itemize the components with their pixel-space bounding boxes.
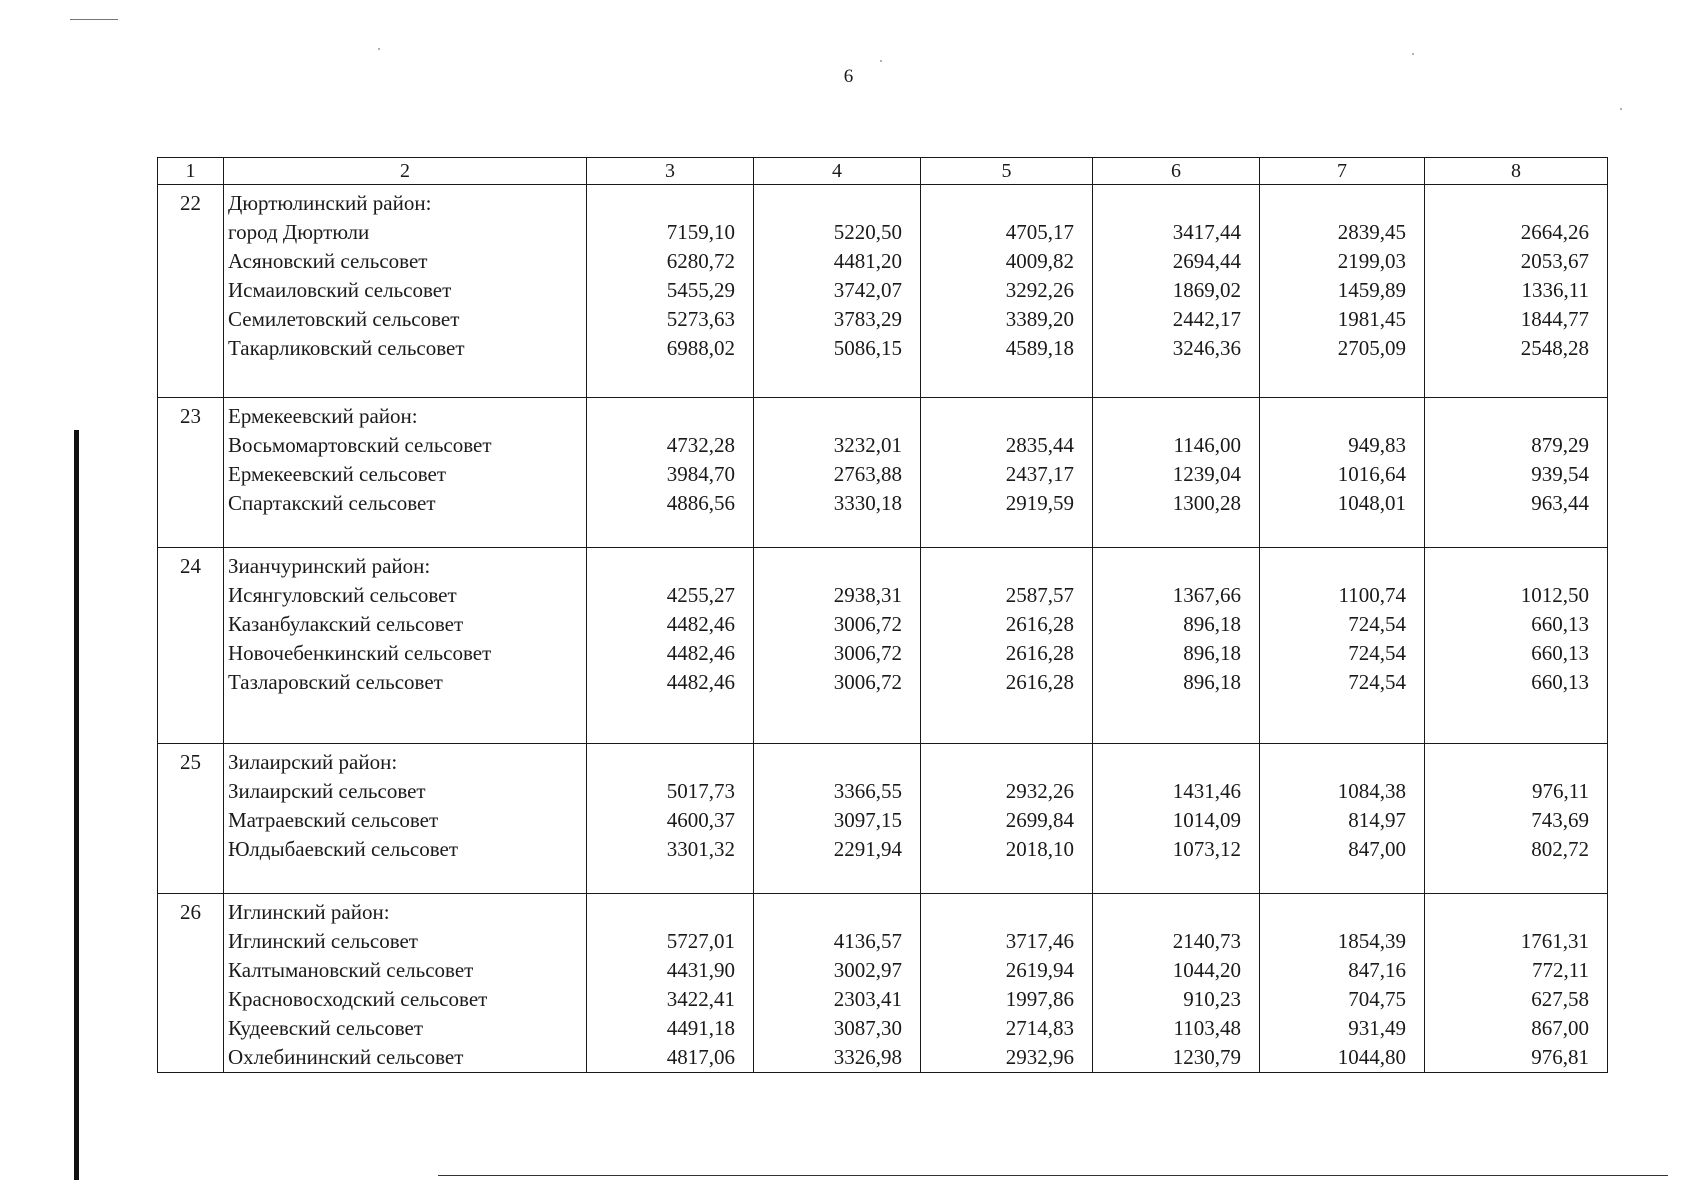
value-cell: 4705,17 bbox=[1005, 220, 1074, 244]
value-cell: 3006,72 bbox=[833, 641, 902, 665]
value-cell: 867,00 bbox=[1531, 1016, 1589, 1040]
column-header: 7 bbox=[1260, 158, 1425, 185]
title-row-spacer bbox=[587, 402, 735, 431]
value-cell: 1044,20 bbox=[1172, 958, 1241, 982]
value-column-8 bbox=[1425, 548, 1608, 744]
value-cell: 4491,18 bbox=[666, 1016, 735, 1040]
column-header: 5 bbox=[921, 158, 1093, 185]
settlement-name: Кудеевский сельсовет bbox=[228, 1016, 424, 1040]
value-column-3 bbox=[587, 185, 754, 398]
value-cell: 896,18 bbox=[1183, 612, 1241, 636]
value-cell: 660,13 bbox=[1531, 641, 1589, 665]
column-header: 1 bbox=[158, 158, 224, 185]
value-column-3 bbox=[587, 398, 754, 548]
settlement-name: Охлебининский сельсовет bbox=[228, 1045, 464, 1069]
value-cell: 4136,57 bbox=[833, 929, 902, 953]
title-row-spacer bbox=[587, 552, 735, 581]
district-names-cell bbox=[224, 185, 587, 398]
title-row-spacer bbox=[587, 898, 735, 927]
value-cell: 2303,41 bbox=[833, 987, 902, 1011]
value-cell: 3330,18 bbox=[833, 491, 902, 515]
value-cell: 743,69 bbox=[1531, 808, 1589, 832]
value-column-5 bbox=[921, 548, 1093, 744]
value-cell: 6988,02 bbox=[666, 336, 735, 360]
value-cell: 2919,59 bbox=[1005, 491, 1074, 515]
title-row-spacer bbox=[1425, 189, 1589, 218]
column-header: 4 bbox=[754, 158, 921, 185]
title-row-spacer bbox=[587, 748, 735, 777]
scan-mark-bottom bbox=[438, 1175, 1668, 1176]
value-cell: 1981,45 bbox=[1337, 307, 1406, 331]
data-table bbox=[157, 157, 1608, 1073]
value-cell: 772,11 bbox=[1532, 958, 1589, 982]
settlement-name: Зилаирский сельсовет bbox=[228, 779, 426, 803]
district-group-row bbox=[158, 744, 1608, 894]
value-cell: 879,29 bbox=[1531, 433, 1589, 457]
value-column-4 bbox=[754, 744, 921, 894]
value-cell: 724,54 bbox=[1348, 612, 1406, 636]
value-cell: 814,97 bbox=[1348, 808, 1406, 832]
settlement-name: Ермекеевский сельсовет bbox=[228, 462, 447, 486]
scan-mark-left-bar bbox=[74, 430, 79, 1180]
value-cell: 2053,67 bbox=[1520, 249, 1589, 273]
district-title: Дюртюлинский район: bbox=[228, 191, 432, 215]
value-cell: 4482,46 bbox=[666, 612, 735, 636]
district-title: Ермекеевский район: bbox=[228, 404, 418, 428]
value-cell: 1761,31 bbox=[1520, 929, 1589, 953]
value-column-8 bbox=[1425, 398, 1608, 548]
column-number-header-row bbox=[158, 158, 1608, 185]
title-row-spacer bbox=[587, 189, 735, 218]
value-cell: 3984,70 bbox=[666, 462, 735, 486]
value-cell: 1048,01 bbox=[1337, 491, 1406, 515]
value-cell: 2932,26 bbox=[1005, 779, 1074, 803]
scan-speck bbox=[378, 48, 380, 50]
value-column-4 bbox=[754, 548, 921, 744]
value-column-4 bbox=[754, 398, 921, 548]
table-body bbox=[158, 185, 1608, 1073]
district-number: 23 bbox=[158, 398, 224, 548]
value-cell: 976,11 bbox=[1532, 779, 1589, 803]
scan-speck bbox=[880, 60, 882, 62]
value-cell: 3422,41 bbox=[666, 987, 735, 1011]
value-cell: 4255,27 bbox=[666, 583, 735, 607]
value-column-7 bbox=[1260, 744, 1425, 894]
value-cell: 2835,44 bbox=[1005, 433, 1074, 457]
value-cell: 3292,26 bbox=[1005, 278, 1074, 302]
district-number: 22 bbox=[158, 185, 224, 398]
value-cell: 2442,17 bbox=[1172, 307, 1241, 331]
value-cell: 724,54 bbox=[1348, 641, 1406, 665]
value-column-3 bbox=[587, 894, 754, 1073]
district-group-row bbox=[158, 185, 1608, 398]
value-cell: 4009,82 bbox=[1005, 249, 1074, 273]
settlement-name: Калтымановский сельсовет bbox=[228, 958, 474, 982]
value-cell: 1016,64 bbox=[1337, 462, 1406, 486]
value-column-6 bbox=[1093, 398, 1260, 548]
value-cell: 3783,29 bbox=[833, 307, 902, 331]
title-row-spacer bbox=[1425, 552, 1589, 581]
value-cell: 939,54 bbox=[1531, 462, 1589, 486]
scan-speck bbox=[1412, 53, 1414, 55]
value-column-5 bbox=[921, 894, 1093, 1073]
title-row-spacer bbox=[1260, 189, 1406, 218]
value-column-6 bbox=[1093, 548, 1260, 744]
value-cell: 5017,73 bbox=[666, 779, 735, 803]
value-cell: 7159,10 bbox=[666, 220, 735, 244]
settlement-name: Казанбулакский сельсовет bbox=[228, 612, 464, 636]
title-row-spacer bbox=[1425, 898, 1589, 927]
value-cell: 976,81 bbox=[1531, 1045, 1589, 1069]
value-cell: 3326,98 bbox=[833, 1045, 902, 1069]
value-cell: 4886,56 bbox=[666, 491, 735, 515]
value-cell: 1044,80 bbox=[1337, 1045, 1406, 1069]
value-cell: 1459,89 bbox=[1337, 278, 1406, 302]
value-cell: 1239,04 bbox=[1172, 462, 1241, 486]
value-column-6 bbox=[1093, 185, 1260, 398]
value-cell: 2616,28 bbox=[1005, 670, 1074, 694]
value-column-8 bbox=[1425, 744, 1608, 894]
title-row-spacer bbox=[1093, 748, 1241, 777]
value-column-8 bbox=[1425, 185, 1608, 398]
value-cell: 5727,01 bbox=[666, 929, 735, 953]
value-cell: 5273,63 bbox=[666, 307, 735, 331]
settlement-name: Новочебенкинский сельсовет bbox=[228, 641, 492, 665]
value-cell: 963,44 bbox=[1531, 491, 1589, 515]
value-cell: 1844,77 bbox=[1520, 307, 1589, 331]
value-cell: 3006,72 bbox=[833, 670, 902, 694]
value-cell: 1230,79 bbox=[1172, 1045, 1241, 1069]
value-column-8 bbox=[1425, 894, 1608, 1073]
district-number: 24 bbox=[158, 548, 224, 744]
value-cell: 3742,07 bbox=[833, 278, 902, 302]
value-cell: 910,23 bbox=[1183, 987, 1241, 1011]
value-cell: 2699,84 bbox=[1005, 808, 1074, 832]
value-cell: 4600,37 bbox=[666, 808, 735, 832]
value-cell: 3389,20 bbox=[1005, 307, 1074, 331]
value-cell: 931,49 bbox=[1348, 1016, 1406, 1040]
value-cell: 4431,90 bbox=[666, 958, 735, 982]
title-row-spacer bbox=[1260, 552, 1406, 581]
value-cell: 3006,72 bbox=[833, 612, 902, 636]
value-cell: 4589,18 bbox=[1005, 336, 1074, 360]
title-row-spacer bbox=[1093, 898, 1241, 927]
value-cell: 3002,97 bbox=[833, 958, 902, 982]
settlement-name: Исмаиловский сельсовет bbox=[228, 278, 452, 302]
title-row-spacer bbox=[754, 402, 902, 431]
settlement-name: Иглинский сельсовет bbox=[228, 929, 418, 953]
value-column-7 bbox=[1260, 398, 1425, 548]
value-cell: 949,83 bbox=[1348, 433, 1406, 457]
value-cell: 802,72 bbox=[1531, 837, 1589, 861]
value-cell: 2938,31 bbox=[833, 583, 902, 607]
title-row-spacer bbox=[921, 552, 1074, 581]
district-names-cell bbox=[224, 398, 587, 548]
title-row-spacer bbox=[754, 898, 902, 927]
settlement-name: Юлдыбаевский сельсовет bbox=[228, 837, 459, 861]
scan-mark-top bbox=[70, 19, 118, 20]
value-cell: 2616,28 bbox=[1005, 641, 1074, 665]
value-cell: 660,13 bbox=[1531, 670, 1589, 694]
column-header: 3 bbox=[587, 158, 754, 185]
value-cell: 1300,28 bbox=[1172, 491, 1241, 515]
value-column-3 bbox=[587, 548, 754, 744]
value-cell: 1367,66 bbox=[1172, 583, 1241, 607]
district-group-row bbox=[158, 548, 1608, 744]
value-cell: 3717,46 bbox=[1005, 929, 1074, 953]
title-row-spacer bbox=[1093, 552, 1241, 581]
value-column-7 bbox=[1260, 894, 1425, 1073]
scan-speck bbox=[1620, 108, 1622, 110]
value-cell: 5220,50 bbox=[833, 220, 902, 244]
settlement-name: Исянгуловский сельсовет bbox=[228, 583, 457, 607]
settlement-name: Матраевский сельсовет bbox=[228, 808, 439, 832]
title-row-spacer bbox=[1260, 402, 1406, 431]
district-title: Зилаирский район: bbox=[228, 750, 398, 774]
value-cell: 2199,03 bbox=[1337, 249, 1406, 273]
settlement-name: Восьмомартовский сельсовет bbox=[228, 433, 492, 457]
district-number: 26 bbox=[158, 894, 224, 1073]
value-cell: 1073,12 bbox=[1172, 837, 1241, 861]
value-cell: 1431,46 bbox=[1172, 779, 1241, 803]
title-row-spacer bbox=[1093, 189, 1241, 218]
value-cell: 847,16 bbox=[1348, 958, 1406, 982]
title-row-spacer bbox=[921, 402, 1074, 431]
value-column-3 bbox=[587, 744, 754, 894]
value-cell: 660,13 bbox=[1531, 612, 1589, 636]
value-cell: 4732,28 bbox=[666, 433, 735, 457]
value-cell: 627,58 bbox=[1531, 987, 1589, 1011]
value-cell: 5455,29 bbox=[666, 278, 735, 302]
value-cell: 4817,06 bbox=[666, 1045, 735, 1069]
value-cell: 2705,09 bbox=[1337, 336, 1406, 360]
value-cell: 3246,36 bbox=[1172, 336, 1241, 360]
title-row-spacer bbox=[754, 189, 902, 218]
value-cell: 2548,28 bbox=[1520, 336, 1589, 360]
column-header: 8 bbox=[1425, 158, 1608, 185]
column-header: 2 bbox=[224, 158, 587, 185]
title-row-spacer bbox=[1425, 402, 1589, 431]
title-row-spacer bbox=[754, 552, 902, 581]
value-column-4 bbox=[754, 894, 921, 1073]
value-cell: 6280,72 bbox=[666, 249, 735, 273]
title-row-spacer bbox=[921, 748, 1074, 777]
district-title: Иглинский район: bbox=[228, 900, 390, 924]
settlement-name: Такарликовский сельсовет bbox=[228, 336, 465, 360]
value-cell: 2932,96 bbox=[1005, 1045, 1074, 1069]
value-column-6 bbox=[1093, 894, 1260, 1073]
value-cell: 2018,10 bbox=[1005, 837, 1074, 861]
settlement-name: Тазларовский сельсовет bbox=[228, 670, 443, 694]
value-cell: 896,18 bbox=[1183, 670, 1241, 694]
district-number: 25 bbox=[158, 744, 224, 894]
value-cell: 896,18 bbox=[1183, 641, 1241, 665]
value-column-5 bbox=[921, 185, 1093, 398]
value-cell: 3087,30 bbox=[833, 1016, 902, 1040]
title-row-spacer bbox=[921, 189, 1074, 218]
value-cell: 2714,83 bbox=[1005, 1016, 1074, 1040]
value-cell: 3417,44 bbox=[1172, 220, 1241, 244]
title-row-spacer bbox=[1425, 748, 1589, 777]
value-column-5 bbox=[921, 398, 1093, 548]
district-group-row bbox=[158, 894, 1608, 1073]
district-group-row bbox=[158, 398, 1608, 548]
value-cell: 1012,50 bbox=[1520, 583, 1589, 607]
value-cell: 4482,46 bbox=[666, 641, 735, 665]
value-cell: 1854,39 bbox=[1337, 929, 1406, 953]
settlement-name: Семилетовский сельсовет bbox=[228, 307, 460, 331]
value-cell: 1336,11 bbox=[1521, 278, 1589, 302]
value-column-5 bbox=[921, 744, 1093, 894]
value-cell: 847,00 bbox=[1348, 837, 1406, 861]
district-title: Зианчуринский район: bbox=[228, 554, 431, 578]
settlement-name: Спартакский сельсовет bbox=[228, 491, 436, 515]
value-cell: 2839,45 bbox=[1337, 220, 1406, 244]
value-cell: 704,75 bbox=[1348, 987, 1406, 1011]
district-names-cell bbox=[224, 548, 587, 744]
value-cell: 724,54 bbox=[1348, 670, 1406, 694]
value-cell: 3097,15 bbox=[833, 808, 902, 832]
value-cell: 3366,55 bbox=[833, 779, 902, 803]
value-cell: 1103,48 bbox=[1173, 1016, 1241, 1040]
value-cell: 3232,01 bbox=[833, 433, 902, 457]
value-cell: 4482,46 bbox=[666, 670, 735, 694]
value-cell: 5086,15 bbox=[833, 336, 902, 360]
page-number: 6 bbox=[843, 66, 854, 87]
value-cell: 4481,20 bbox=[833, 249, 902, 273]
value-cell: 2664,26 bbox=[1520, 220, 1589, 244]
district-names-cell bbox=[224, 894, 587, 1073]
settlement-name: Асяновский сельсовет bbox=[228, 249, 428, 273]
title-row-spacer bbox=[1260, 898, 1406, 927]
value-cell: 1100,74 bbox=[1338, 583, 1406, 607]
settlement-name: Красновосходский сельсовет bbox=[228, 987, 488, 1011]
title-row-spacer bbox=[754, 748, 902, 777]
title-row-spacer bbox=[1093, 402, 1241, 431]
value-column-4 bbox=[754, 185, 921, 398]
value-cell: 2437,17 bbox=[1005, 462, 1074, 486]
title-row-spacer bbox=[1260, 748, 1406, 777]
value-cell: 1146,00 bbox=[1173, 433, 1241, 457]
title-row-spacer bbox=[921, 898, 1074, 927]
value-cell: 2694,44 bbox=[1172, 249, 1241, 273]
value-cell: 1084,38 bbox=[1337, 779, 1406, 803]
value-cell: 2291,94 bbox=[833, 837, 902, 861]
value-column-7 bbox=[1260, 185, 1425, 398]
value-cell: 2619,94 bbox=[1005, 958, 1074, 982]
value-cell: 1997,86 bbox=[1005, 987, 1074, 1011]
settlement-name: город Дюртюли bbox=[228, 220, 370, 244]
value-column-7 bbox=[1260, 548, 1425, 744]
value-cell: 1869,02 bbox=[1172, 278, 1241, 302]
column-header: 6 bbox=[1093, 158, 1260, 185]
value-cell: 3301,32 bbox=[666, 837, 735, 861]
district-names-cell bbox=[224, 744, 587, 894]
value-cell: 2587,57 bbox=[1005, 583, 1074, 607]
value-cell: 2763,88 bbox=[833, 462, 902, 486]
value-column-6 bbox=[1093, 744, 1260, 894]
value-cell: 2616,28 bbox=[1005, 612, 1074, 636]
value-cell: 1014,09 bbox=[1172, 808, 1241, 832]
value-cell: 2140,73 bbox=[1172, 929, 1241, 953]
